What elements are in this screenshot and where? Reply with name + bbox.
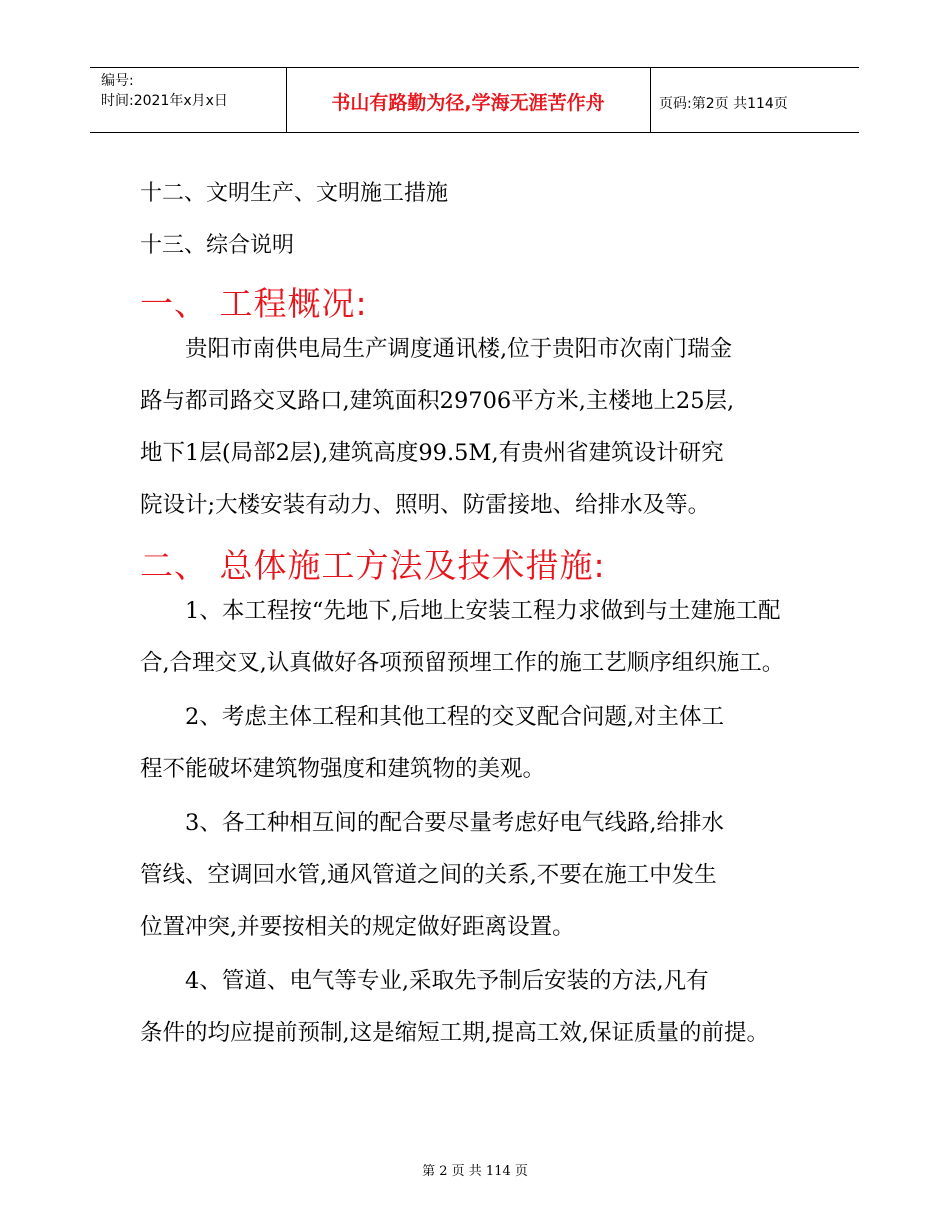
paragraph-line: 院设计;大楼安装有动力、照明、防雷接地、给排水及等。 [140,492,711,518]
document-time-label: 时间:2021年x月x日 [101,93,228,109]
paragraph-line: 1、本工程按“先地下,后地上安装工程力求做到与土建施工配 [185,598,781,624]
document-number-label: 编号: [101,73,134,89]
paragraph-line: 条件的均应提前预制,这是缩短工期,提高工效,保证质量的前提。 [140,1020,769,1046]
section-1-title: 一、 工程概况: [140,284,368,323]
paragraph-line: 合,合理交叉,认真做好各项预留预埋工作的施工艺顺序组织施工。 [140,650,785,676]
header-info-cell [90,68,287,132]
paragraph-line: 地下1层(局部2层),建筑高度99.5M,有贵州省建筑设计研究 [140,440,724,466]
header-page-cell [650,68,859,132]
page-footer: 第 2 页 共 114 页 [422,1164,528,1179]
toc-item-12: 十二、文明生产、文明施工措施 [140,181,449,206]
paragraph-line: 贵阳市南供电局生产调度通讯楼,位于贵阳市次南门瑞金 [185,336,733,362]
paragraph-line: 4、管道、电气等专业,采取先予制后安装的方法,凡有 [185,968,709,994]
toc-item-13: 十三、综合说明 [140,233,295,258]
header-page-info: 页码:第2页 共114页 [659,96,788,112]
header-motto: 书山有路勤为径,学海无涯苦作舟 [331,92,605,114]
paragraph-line: 程不能破坏建筑物强度和建筑物的美观。 [140,756,546,782]
paragraph-line: 位置冲突,并要按相关的规定做好距离设置。 [140,914,575,940]
section-2-title: 二、 总体施工方法及技术措施: [140,546,606,585]
paragraph-line: 2、考虑主体工程和其他工程的交叉配合问题,对主体工 [185,704,724,730]
paragraph-line: 管线、空调回水管,通风管道之间的关系,不要在施工中发生 [140,862,717,888]
page-header [90,67,859,133]
paragraph-line: 3、各工种相互间的配合要尽量考虑好电气线路,给排水 [185,810,724,836]
paragraph-line: 路与都司路交叉路口,建筑面积29706平方米,主楼地上25层, [140,388,735,414]
header-motto-cell [286,68,651,132]
